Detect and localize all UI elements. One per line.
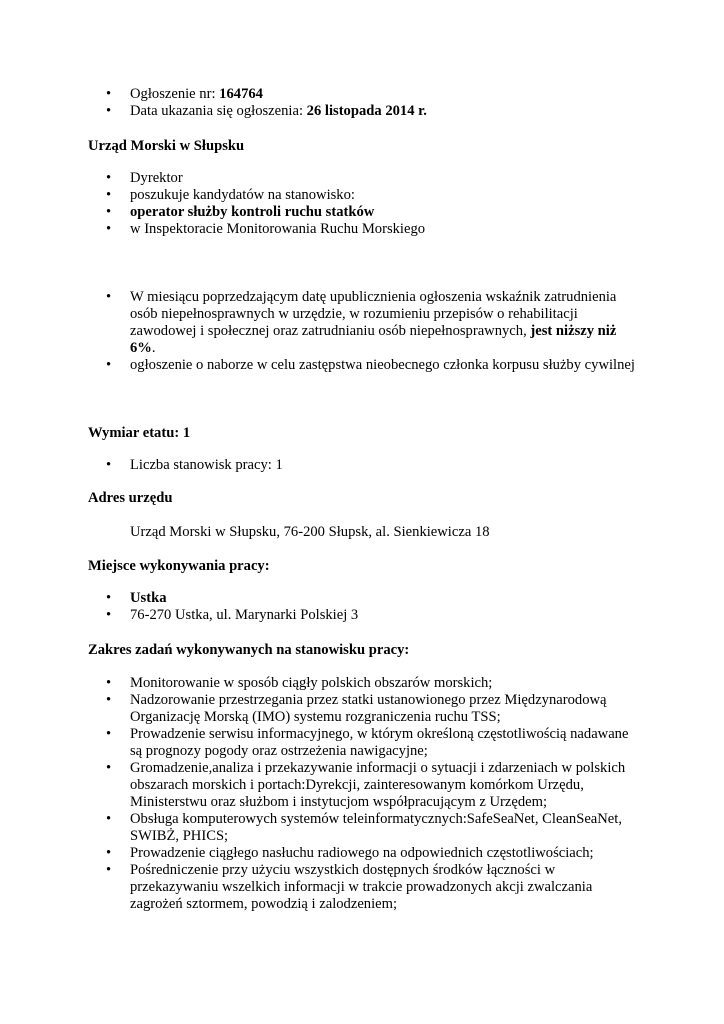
office-item-position [106, 204, 636, 221]
workplace-street: • 76-270 Ustka, ul. Marynarki Polskiej 3 [106, 607, 636, 624]
duty-item: • Prowadzenie ciągłego nasłuchu radiowego na odpowiednich częstotliwościach; [106, 845, 636, 862]
workplace-list [106, 590, 636, 624]
employment-notice [106, 289, 636, 357]
workplace-city-name: Ustka [130, 590, 167, 606]
substitution-notice: • ogłoszenie o naborze w celu zastępstwa nieobecnego członka korpusu służby cywilnej [106, 357, 636, 374]
announcement-date-value: 26 listopada 2014 r. [306, 103, 427, 119]
office-list [106, 170, 636, 238]
announcement-number-label: Ogłoszenie nr: [130, 86, 220, 102]
address-title: Adres urzędu [88, 490, 173, 506]
employment-notice-bold: jest niższy niż 6% [130, 323, 617, 356]
duty-item: • Pośredniczenie przy użyciu wszystkich dostępnych środków łączności w przekazywaniu wszelkich informacji w trakcie prowadzonych akcji zwalczania zagrożeń sztormem, powodzią i zalodzeniem; [106, 862, 636, 913]
duties-title: Zakres zadań wykonywanych na stanowisku pracy: [88, 642, 410, 658]
announcement-number-value: 164764 [219, 86, 263, 102]
positions-count: • Liczba stanowisk pracy: 1 [106, 457, 636, 474]
announcement-date-label: Data ukazania się ogłoszenia: [130, 103, 307, 119]
duties-list [106, 675, 636, 913]
position-name: operator służby kontroli ruchu statków [130, 204, 375, 220]
announcement-meta-list [106, 86, 636, 120]
announcement-number [106, 86, 636, 103]
duty-item: • Prowadzenie serwisu informacyjnego, w którym określoną częstotliwością nadawane są prognozy pogody oraz ostrzeżenia nawigacyjne; [106, 726, 636, 760]
workplace-city [106, 590, 636, 607]
office-item-department: • w Inspektoracie Monitorowania Ruchu Morskiego [106, 221, 636, 238]
duty-item: • Monitorowanie w sposób ciągły polskich obszarów morskich; [106, 675, 636, 692]
announcement-date [106, 103, 636, 120]
workload-title: Wymiar etatu: 1 [88, 425, 191, 441]
office-title: Urząd Morski w Słupsku [88, 138, 245, 154]
workload-list [106, 457, 636, 474]
office-address: Urząd Morski w Słupsku, 76-200 Słupsk, al. Sienkiewicza 18 [130, 524, 490, 540]
workplace-title: Miejsce wykonywania pracy: [88, 558, 270, 574]
duty-item: • Obsługa komputerowych systemów teleinformatycznych:SafeSeaNet, CleanSeaNet, SWIBŻ, PHICS; [106, 811, 636, 845]
duty-item: • Gromadzenie,analiza i przekazywanie informacji o sytuacji i zdarzeniach w polskich obszarach morskich i portach:Dyrekcji, zainteresowanym komórkom Urzędu, Ministerstwu oraz służbom i instytucjom współpracującym z Urzędem; [106, 760, 636, 811]
employment-notice-text: W miesiącu poprzedzającym datę upublicznienia ogłoszenia wskaźnik zatrudnienia osób niepełnosprawnych w urzędzie, w rozumieniu przepisów o rehabilitacji zawodowej i społecznej oraz zatrudnianiu osób niepełnosprawnych, [130, 289, 617, 339]
employment-notice-end: . [151, 340, 156, 356]
duty-item: • Nadzorowanie przestrzegania przez statki ustanowionego przez Międzynarodową Organizację Morską (IMO) systemu rozgraniczenia ruchu TSS; [106, 692, 636, 726]
employment-notice-list [106, 289, 636, 374]
office-item-director: • Dyrektor [106, 170, 636, 187]
office-item-seeking: • poszukuje kandydatów na stanowisko: [106, 187, 636, 204]
